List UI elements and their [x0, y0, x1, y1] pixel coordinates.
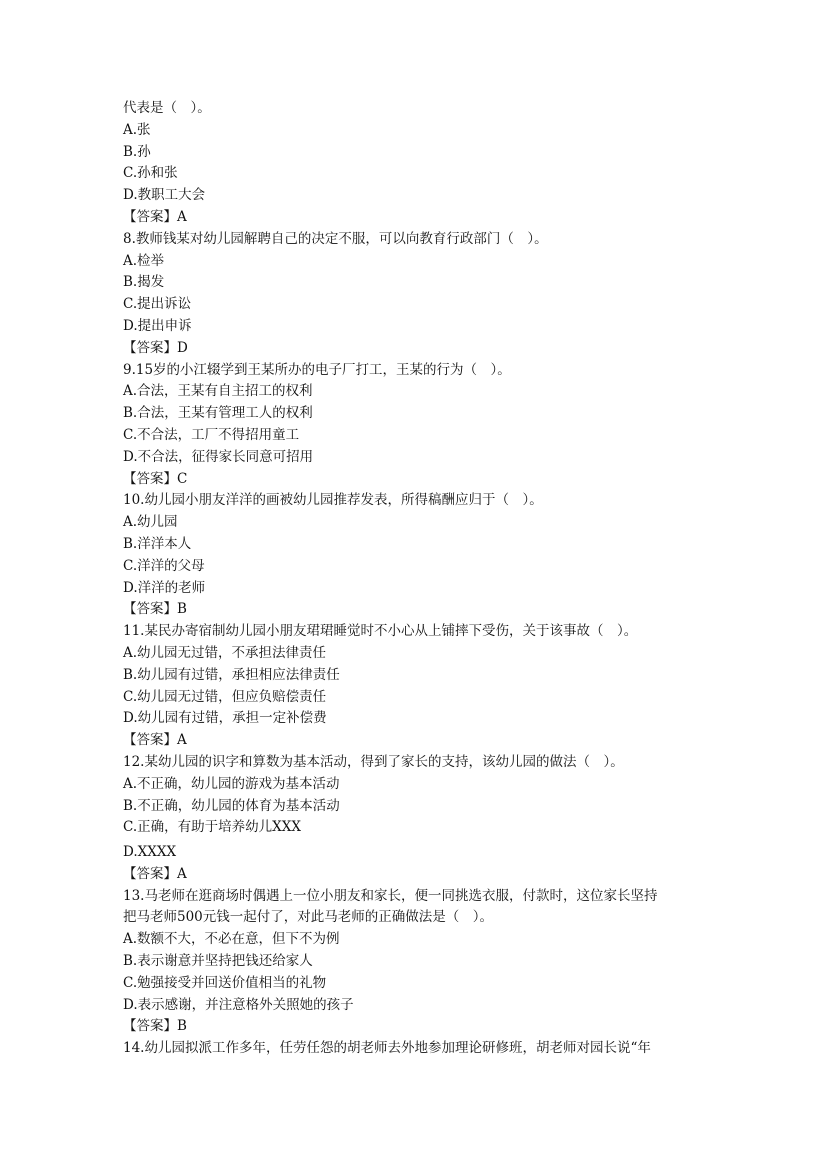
question-10-option-c: C.洋洋的父母 — [123, 557, 205, 574]
question-12-stem: 12.某幼儿园的识字和算数为基本活动，得到了家长的支持，该幼儿园的做法（ ）。 — [123, 753, 624, 770]
question-7-answer: 【答案】A — [123, 208, 187, 225]
question-8-option-d: D.提出申诉 — [123, 317, 192, 334]
question-13-answer: 【答案】B — [123, 1018, 187, 1035]
question-9-answer: 【答案】C — [123, 470, 188, 487]
question-13-option-a: A.数额不大，不必在意，但下不为例 — [123, 931, 340, 948]
question-10-option-a: A.幼儿园 — [123, 514, 178, 531]
question-11-answer: 【答案】A — [123, 732, 187, 749]
question-12-option-d: D.XXXX — [123, 844, 177, 861]
question-7-option-c: C.孙和张 — [123, 165, 178, 182]
question-8-answer: 【答案】D — [123, 339, 188, 356]
question-12-answer: 【答案】A — [123, 865, 187, 882]
question-8-stem: 8.教师钱某对幼儿园解聘自己的决定不服，可以向教育行政部门（ ）。 — [123, 230, 548, 247]
question-8-option-a: A.检举 — [123, 252, 165, 269]
question-10-option-b: B.洋洋本人 — [123, 535, 192, 552]
question-13-stem-line-1: 13.马老师在逛商场时偶遇上一位小朋友和家长，便一同挑选衣服，付款时，这位家长坚持 — [123, 887, 658, 904]
question-11-stem: 11.某民办寄宿制幼儿园小朋友珺珺睡觉时不小心从上铺摔下受伤，关于该事故（ ）。 — [123, 623, 638, 640]
question-10-option-d: D.洋洋的老师 — [123, 579, 206, 596]
question-11-option-b: B.幼儿园有过错，承担相应法律责任 — [123, 666, 340, 683]
question-9-option-b: B.合法，王某有管理工人的权利 — [123, 405, 313, 422]
question-12-option-c: C.正确，有助于培养幼儿XXX — [123, 819, 301, 836]
question-12-option-b: B.不正确，幼儿园的体育为基本活动 — [123, 797, 340, 814]
question-11-option-c: C.幼儿园无过错，但应负赔偿责任 — [123, 688, 327, 705]
document-page — [123, 98, 713, 1060]
question-11-option-a: A.幼儿园无过错，不承担法律责任 — [123, 644, 327, 661]
question-9-option-a: A.合法，王某有自主招工的权利 — [123, 383, 313, 400]
question-8-option-c: C.提出诉讼 — [123, 296, 192, 313]
question-7-stem-tail: 代表是（ ）。 — [123, 100, 211, 116]
question-7-option-d: D.教职工大会 — [123, 187, 206, 204]
question-13-stem-line-2: 把马老师500元钱一起付了，对此马老师的正确做法是（ ）。 — [123, 909, 494, 926]
question-8-option-b: B.揭发 — [123, 274, 165, 291]
question-13-option-b: B.表示谢意并坚持把钱还给家人 — [123, 953, 313, 970]
question-13-option-c: C.勉强接受并回送价值相当的礼物 — [123, 974, 327, 991]
question-11-option-d: D.幼儿园有过错，承担一定补偿费 — [123, 710, 327, 727]
question-9-option-d: D.不合法，征得家长同意可招用 — [123, 448, 314, 465]
question-10-stem: 10.幼儿园小朋友洋洋的画被幼儿园推荐发表，所得稿酬应归于（ ）。 — [123, 492, 543, 509]
question-14-stem: 14.幼儿园拟派工作多年，任劳任怨的胡老师去外地参加理论研修班，胡老师对园长说“年 — [123, 1040, 651, 1057]
question-7-option-a: A.张 — [123, 121, 151, 138]
question-13-option-d: D.表示感谢，并注意格外关照她的孩子 — [123, 996, 354, 1013]
question-7-option-b: B.孙 — [123, 143, 151, 160]
question-9-stem: 9.15岁的小江辍学到王某所办的电子厂打工，王某的行为（ ）。 — [123, 361, 511, 378]
question-9-option-c: C.不合法，工厂不得招用童工 — [123, 426, 300, 443]
question-10-answer: 【答案】B — [123, 601, 187, 618]
question-12-option-a: A.不正确，幼儿园的游戏为基本活动 — [123, 775, 340, 792]
